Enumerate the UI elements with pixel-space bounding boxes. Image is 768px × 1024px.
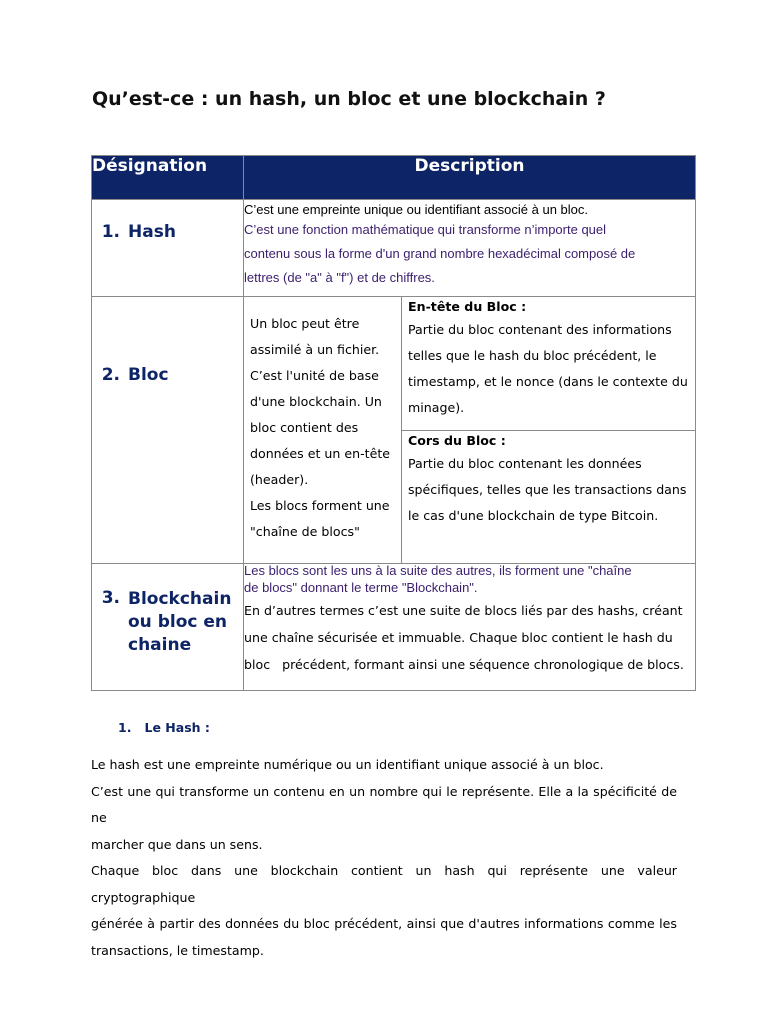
bloc-body-line-1: Partie du bloc contenant les données <box>408 456 642 471</box>
bloc-header-line-4: minage). <box>408 400 465 415</box>
bloc-body-line-2: spécifiques, telles que les transactions dans <box>408 482 687 497</box>
blockchain-line-4: une chaîne sécurisée et immuable. Chaque bloc contient le hash du <box>244 630 673 645</box>
bloc-definition-cell <box>244 297 402 564</box>
bloc-number: 2. <box>101 365 120 385</box>
hash-line-2: C’est une fonction mathématique qui transforme n’importe quel <box>244 222 607 237</box>
designation-cell-blockchain <box>92 564 244 691</box>
hash-paragraphs <box>91 752 677 964</box>
blockchain-label-line-1: Blockchain <box>128 589 232 609</box>
bloc-body-title: Cors du Bloc : <box>408 433 506 448</box>
bloc-header-cell <box>402 297 696 431</box>
bloc-def-line-7: (header). <box>250 472 309 487</box>
section-number: 1. <box>118 720 132 735</box>
blockchain-line-3: En d’autres termes c’est une suite de blocs liés par des hashs, créant <box>244 603 683 618</box>
paragraph-3-line-1: Chaque bloc dans une blockchain contient un hash qui représente une valeur cryptographique <box>91 863 677 905</box>
section-title: Le Hash : <box>144 720 210 735</box>
description-cell-blockchain <box>244 564 696 691</box>
bloc-header-line-2: telles que le hash du bloc précédent, le <box>408 348 657 363</box>
definitions-table <box>91 155 696 691</box>
hash-number: 1. <box>101 222 120 242</box>
paragraph-1: Le hash est une empreinte numérique ou un identifiant unique associé à un bloc. <box>91 757 604 772</box>
section-heading-hash <box>118 720 210 735</box>
bloc-label: Bloc <box>128 365 169 385</box>
page-title: Qu’est-ce : un hash, un bloc et une blockchain ? <box>92 88 606 110</box>
bloc-def-line-8: Les blocs forment une <box>250 498 390 513</box>
table-row-bloc <box>92 297 696 431</box>
bloc-def-line-2: assimilé à un fichier. <box>250 342 380 357</box>
hash-line-4: lettres (de "a" à "f") et de chiffres. <box>244 270 435 285</box>
blockchain-label-line-2: ou bloc en <box>128 612 228 632</box>
description-cell-hash <box>244 200 696 297</box>
bloc-header-title: En-tête du Bloc : <box>408 299 527 314</box>
bloc-def-line-1: Un bloc peut être <box>250 316 360 331</box>
paragraph-3-line-3: transactions, le timestamp. <box>91 942 264 958</box>
paragraph-2-line-1: C’est une qui transforme un contenu en un nombre qui le représente. Elle a la spécificité de ne <box>91 783 677 825</box>
bloc-def-line-4: d'une blockchain. Un <box>250 394 382 409</box>
hash-label: Hash <box>128 222 176 242</box>
blockchain-number: 3. <box>101 588 120 608</box>
bloc-header-line-3: timestamp, et le nonce (dans le contexte du <box>408 374 688 389</box>
paragraph-2-line-2: marcher que dans un sens. <box>91 836 263 852</box>
table-row-blockchain <box>92 564 696 691</box>
header-description: Description <box>244 156 696 200</box>
bloc-def-line-6: données et un en-tête <box>250 446 391 461</box>
blockchain-label-line-3: chaine <box>128 635 192 655</box>
bloc-def-line-3: C’est l'unité de base <box>250 368 379 383</box>
header-designation: Désignation <box>92 156 244 200</box>
paragraph-3-line-2: générée à partir des données du bloc précédent, ainsi que d'autres informations comme les <box>91 916 677 931</box>
blockchain-line-1: Les blocs sont les uns à la suite des autres, ils forment une "chaîne <box>244 563 632 578</box>
bloc-header-line-1: Partie du bloc contenant des informations <box>408 322 672 337</box>
bloc-def-line-9: "chaîne de blocs" <box>250 524 360 539</box>
blockchain-line-2: de blocs" donnant le terme "Blockchain". <box>244 580 478 595</box>
blockchain-line-5: bloc précédent, formant ainsi une séquence chronologique de blocs. <box>244 657 684 672</box>
hash-line-1: C’est une empreinte unique ou identifiant associé à un bloc. <box>244 202 588 217</box>
hash-line-3: contenu sous la forme d'un grand nombre hexadécimal composé de <box>244 246 636 261</box>
bloc-body-line-3: le cas d'une blockchain de type Bitcoin. <box>408 508 659 523</box>
table-header-row <box>92 156 696 200</box>
table-row-hash <box>92 200 696 297</box>
designation-cell-bloc <box>92 297 244 564</box>
designation-cell-hash <box>92 200 244 297</box>
bloc-body-cell <box>402 431 696 564</box>
bloc-def-line-5: bloc contient des <box>250 420 359 435</box>
